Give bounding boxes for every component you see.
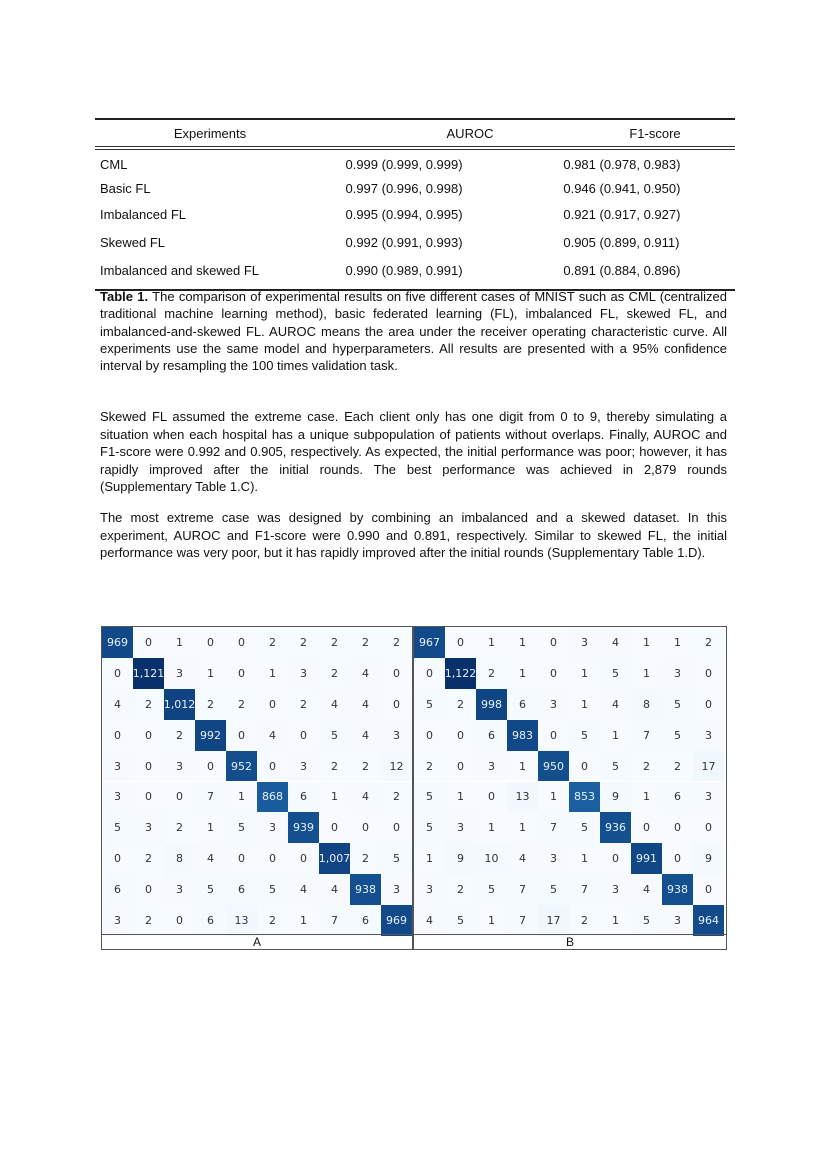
matrix-cell: 2 [381, 782, 412, 813]
matrix-cell: 1 [631, 658, 662, 689]
matrix-cell: 6 [662, 782, 693, 813]
matrix-cell: 6 [226, 874, 257, 905]
matrix-cell: 4 [319, 874, 350, 905]
matrix-cell: 5 [226, 812, 257, 843]
results-table [95, 118, 735, 291]
matrix-cell: 3 [445, 812, 476, 843]
matrix-cell: 1 [631, 782, 662, 813]
matrix-cell: 9 [600, 782, 631, 813]
experiment-name: Skewed FL [100, 235, 166, 250]
matrix-cell: 950 [538, 751, 569, 782]
matrix-cell: 0 [257, 843, 288, 874]
matrix-cell: 5 [102, 812, 133, 843]
matrix-cell: 4 [414, 905, 445, 936]
matrix-cell: 1 [600, 720, 631, 751]
matrix-cell: 2 [569, 905, 600, 936]
confusion-matrix-a [101, 626, 413, 950]
matrix-cell: 7 [319, 905, 350, 936]
matrix-cell: 17 [538, 905, 569, 936]
matrix-cell: 2 [350, 751, 381, 782]
caption-text: The comparison of experimental results on five different cases of MNIST such as CML (centralized traditional machine learning method), basic federated learning (FL), imbalanced FL, skewed FL, and imbalanced-and-skewed FL. AUROC means the area under the receiver operating characteristic curve. All experiments use the same model and hyperparameters. All results are presented with a 95% confidence interval by resampling the 100 times validation task. [100, 289, 727, 374]
matrix-cell: 5 [445, 905, 476, 936]
matrix-cell: 0 [538, 720, 569, 751]
matrix-cell: 2 [693, 627, 724, 658]
matrix-cell: 5 [257, 874, 288, 905]
matrix-cell: 967 [414, 627, 445, 658]
matrix-cell: 1 [569, 843, 600, 874]
matrix-cell: 0 [693, 874, 724, 905]
matrix-cell: 0 [288, 843, 319, 874]
matrix-cell: 5 [569, 720, 600, 751]
matrix-cell: 5 [476, 874, 507, 905]
matrix-cell: 8 [164, 843, 195, 874]
matrix-cell: 1,122 [445, 658, 476, 689]
matrix-cell: 938 [350, 874, 381, 905]
matrix-cell: 2 [350, 627, 381, 658]
matrix-cell: 1 [195, 812, 226, 843]
matrix-cell: 0 [662, 843, 693, 874]
matrix-cell: 983 [507, 720, 538, 751]
matrix-cell: 6 [476, 720, 507, 751]
matrix-cell: 1,007 [319, 843, 350, 874]
matrix-cell: 1 [569, 658, 600, 689]
f1-value: 0.905 (0.899, 0.911) [563, 235, 680, 250]
table-row [95, 176, 735, 200]
matrix-cell: 0 [693, 812, 724, 843]
matrix-cell: 0 [164, 905, 195, 936]
header-auroc: AUROC [446, 125, 494, 141]
matrix-cell: 0 [600, 843, 631, 874]
matrix-cell: 3 [600, 874, 631, 905]
matrix-cell: 2 [319, 658, 350, 689]
matrix-cell: 0 [164, 782, 195, 813]
matrix-cell: 0 [257, 689, 288, 720]
matrix-cell: 936 [600, 812, 631, 843]
matrix-cell: 2 [164, 720, 195, 751]
matrix-cell: 5 [414, 689, 445, 720]
matrix-cell: 0 [133, 720, 164, 751]
matrix-cell: 1 [445, 782, 476, 813]
matrix-cell: 4 [288, 874, 319, 905]
matrix-cell: 3 [102, 782, 133, 813]
matrix-cell: 17 [693, 751, 724, 782]
matrix-cell: 868 [257, 782, 288, 813]
matrix-cell: 3 [257, 812, 288, 843]
matrix-cell: 9 [445, 843, 476, 874]
matrix-cell: 5 [569, 812, 600, 843]
experiment-name: Imbalanced FL [100, 207, 186, 222]
matrix-cell: 4 [631, 874, 662, 905]
matrix-cell: 4 [350, 720, 381, 751]
matrix-cell: 3 [288, 658, 319, 689]
matrix-cell: 4 [195, 843, 226, 874]
table-row [95, 200, 735, 229]
matrix-cell: 2 [319, 627, 350, 658]
matrix-cell: 3 [538, 843, 569, 874]
table-row [95, 256, 735, 285]
matrix-label: B [414, 934, 726, 949]
paragraph-imbalanced-skewed: The most extreme case was designed by combining an imbalanced and a skewed dataset. In this experiment, AUROC and F1-score were 0.990 and 0.891, respectively. Similar to skewed FL, the initial performance was very poor, but it has rapidly improved after the initial rounds (Supplementary Table 1.D). [100, 510, 727, 560]
matrix-cell: 4 [319, 689, 350, 720]
auroc-value: 0.997 (0.996, 0.998) [345, 180, 463, 196]
matrix-cell: 1 [662, 627, 693, 658]
table-header [95, 120, 735, 146]
matrix-cell: 1 [226, 782, 257, 813]
matrix-cell: 2 [133, 905, 164, 936]
matrix-cell: 1 [507, 658, 538, 689]
f1-value: 0.921 (0.917, 0.927) [563, 207, 681, 222]
experiment-name: CML [100, 156, 128, 172]
f1-value: 0.946 (0.941, 0.950) [563, 180, 681, 196]
matrix-cell: 8 [631, 689, 662, 720]
matrix-cell: 0 [257, 751, 288, 782]
matrix-cell: 0 [226, 843, 257, 874]
matrix-cell: 0 [476, 782, 507, 813]
matrix-cell: 6 [195, 905, 226, 936]
matrix-cell: 5 [600, 658, 631, 689]
confusion-matrix-b [413, 626, 727, 950]
f1-value: 0.891 (0.884, 0.896) [563, 263, 681, 278]
matrix-cell: 2 [350, 843, 381, 874]
matrix-cell: 991 [631, 843, 662, 874]
matrix-label: A [102, 934, 412, 949]
matrix-cell: 2 [226, 689, 257, 720]
matrix-cell: 1 [476, 905, 507, 936]
matrix-cell: 5 [414, 782, 445, 813]
matrix-cell: 0 [226, 658, 257, 689]
matrix-cell: 969 [381, 905, 412, 936]
matrix-cell: 0 [195, 627, 226, 658]
matrix-cell: 7 [569, 874, 600, 905]
matrix-cell: 7 [507, 905, 538, 936]
matrix-cell: 7 [538, 812, 569, 843]
matrix-cell: 938 [662, 874, 693, 905]
matrix-cell: 1 [507, 627, 538, 658]
matrix-cell: 2 [476, 658, 507, 689]
matrix-cell: 9 [693, 843, 724, 874]
matrix-cell: 2 [257, 905, 288, 936]
experiment-name: Basic FL [100, 180, 151, 196]
matrix-cell: 3 [133, 812, 164, 843]
matrix-cell: 0 [662, 812, 693, 843]
matrix-cell: 4 [507, 843, 538, 874]
matrix-grid [102, 627, 412, 936]
matrix-cell: 0 [381, 658, 412, 689]
matrix-cell: 7 [195, 782, 226, 813]
matrix-cell: 1 [569, 689, 600, 720]
matrix-cell: 0 [538, 658, 569, 689]
matrix-cell: 5 [414, 812, 445, 843]
matrix-cell: 3 [476, 751, 507, 782]
matrix-cell: 10 [476, 843, 507, 874]
matrix-cell: 1 [631, 627, 662, 658]
matrix-cell: 2 [445, 689, 476, 720]
caption-label: Table 1. [100, 289, 149, 304]
matrix-cell: 13 [226, 905, 257, 936]
matrix-cell: 0 [569, 751, 600, 782]
matrix-cell: 0 [226, 627, 257, 658]
matrix-cell: 6 [288, 782, 319, 813]
matrix-cell: 1 [319, 782, 350, 813]
matrix-cell: 0 [693, 658, 724, 689]
matrix-cell: 969 [102, 627, 133, 658]
matrix-cell: 1 [195, 658, 226, 689]
matrix-cell: 5 [195, 874, 226, 905]
matrix-cell: 3 [381, 720, 412, 751]
matrix-cell: 4 [350, 782, 381, 813]
matrix-cell: 2 [164, 812, 195, 843]
matrix-cell: 1 [600, 905, 631, 936]
matrix-cell: 2 [445, 874, 476, 905]
matrix-cell: 0 [350, 812, 381, 843]
matrix-cell: 12 [381, 751, 412, 782]
matrix-cell: 5 [381, 843, 412, 874]
matrix-cell: 0 [133, 627, 164, 658]
f1-value: 0.981 (0.978, 0.983) [563, 156, 681, 172]
matrix-cell: 952 [226, 751, 257, 782]
matrix-cell: 0 [414, 658, 445, 689]
matrix-cell: 3 [693, 782, 724, 813]
matrix-cell: 3 [538, 689, 569, 720]
matrix-cell: 1 [476, 627, 507, 658]
matrix-cell: 0 [102, 843, 133, 874]
matrix-cell: 1 [476, 812, 507, 843]
matrix-cell: 0 [445, 627, 476, 658]
experiment-name: Imbalanced and skewed FL [100, 263, 259, 278]
matrix-cell: 3 [569, 627, 600, 658]
matrix-cell: 2 [662, 751, 693, 782]
matrix-cell: 3 [662, 905, 693, 936]
matrix-cell: 2 [257, 627, 288, 658]
matrix-cell: 0 [538, 627, 569, 658]
matrix-cell: 6 [350, 905, 381, 936]
matrix-cell: 1,121 [133, 658, 164, 689]
matrix-cell: 4 [102, 689, 133, 720]
matrix-cell: 0 [693, 689, 724, 720]
matrix-cell: 853 [569, 782, 600, 813]
matrix-cell: 0 [319, 812, 350, 843]
matrix-cell: 1 [164, 627, 195, 658]
matrix-cell: 0 [133, 782, 164, 813]
matrix-cell: 4 [257, 720, 288, 751]
matrix-cell: 1 [507, 812, 538, 843]
matrix-cell: 0 [195, 751, 226, 782]
matrix-cell: 5 [662, 689, 693, 720]
matrix-cell: 4 [600, 627, 631, 658]
matrix-cell: 2 [414, 751, 445, 782]
auroc-value: 0.995 (0.994, 0.995) [345, 207, 463, 222]
matrix-cell: 5 [600, 751, 631, 782]
matrix-cell: 998 [476, 689, 507, 720]
matrix-cell: 4 [350, 658, 381, 689]
matrix-cell: 2 [195, 689, 226, 720]
matrix-cell: 0 [381, 812, 412, 843]
matrix-cell: 5 [319, 720, 350, 751]
matrix-cell: 2 [631, 751, 662, 782]
paragraph-skewed-fl: Skewed FL assumed the extreme case. Each client only has one digit from 0 to 9, thereby simulating a situation when each hospital has a unique subpopulation of patients without overlaps. Finally, AUROC and F1-score were 0.992 and 0.905, respectively. As expected, the initial performance was poor; however, it has rapidly improved after the initial rounds. The best performance was achieved in 2,879 rounds (Supplementary Table 1.C). [100, 409, 727, 494]
matrix-cell: 1 [288, 905, 319, 936]
matrix-cell: 0 [288, 720, 319, 751]
matrix-cell: 3 [414, 874, 445, 905]
matrix-cell: 0 [381, 689, 412, 720]
matrix-cell: 5 [538, 874, 569, 905]
matrix-grid [414, 627, 724, 936]
matrix-cell: 4 [350, 689, 381, 720]
matrix-cell: 3 [662, 658, 693, 689]
matrix-cell: 5 [631, 905, 662, 936]
matrix-cell: 0 [445, 720, 476, 751]
matrix-cell: 0 [133, 874, 164, 905]
matrix-cell: 3 [164, 658, 195, 689]
table-row [95, 229, 735, 256]
auroc-value: 0.990 (0.989, 0.991) [345, 263, 463, 278]
matrix-cell: 2 [133, 843, 164, 874]
matrix-cell: 0 [102, 658, 133, 689]
table-caption [100, 288, 727, 374]
matrix-cell: 939 [288, 812, 319, 843]
matrix-cell: 13 [507, 782, 538, 813]
matrix-cell: 2 [288, 627, 319, 658]
matrix-cell: 3 [102, 751, 133, 782]
matrix-cell: 0 [414, 720, 445, 751]
matrix-cell: 1 [507, 751, 538, 782]
matrix-cell: 3 [381, 874, 412, 905]
matrix-cell: 6 [507, 689, 538, 720]
table-body [95, 150, 735, 289]
matrix-cell: 3 [102, 905, 133, 936]
matrix-cell: 7 [507, 874, 538, 905]
matrix-cell: 4 [600, 689, 631, 720]
matrix-cell: 5 [662, 720, 693, 751]
matrix-cell: 7 [631, 720, 662, 751]
matrix-cell: 3 [164, 874, 195, 905]
table-row [95, 152, 735, 176]
matrix-cell: 0 [133, 751, 164, 782]
matrix-cell: 3 [164, 751, 195, 782]
matrix-cell: 0 [226, 720, 257, 751]
auroc-value: 0.999 (0.999, 0.999) [345, 156, 463, 172]
matrix-cell: 2 [319, 751, 350, 782]
matrix-cell: 992 [195, 720, 226, 751]
matrix-cell: 0 [102, 720, 133, 751]
header-f1: F1-score [629, 125, 681, 141]
header-experiments: Experiments [173, 125, 247, 141]
matrix-cell: 2 [288, 689, 319, 720]
matrix-cell: 3 [693, 720, 724, 751]
matrix-cell: 2 [381, 627, 412, 658]
matrix-cell: 1,012 [164, 689, 195, 720]
auroc-value: 0.992 (0.991, 0.993) [345, 235, 463, 250]
matrix-cell: 0 [631, 812, 662, 843]
matrix-cell: 1 [257, 658, 288, 689]
matrix-cell: 2 [133, 689, 164, 720]
matrix-cell: 6 [102, 874, 133, 905]
matrix-cell: 964 [693, 905, 724, 936]
matrix-cell: 0 [445, 751, 476, 782]
matrix-cell: 1 [538, 782, 569, 813]
matrix-cell: 3 [288, 751, 319, 782]
matrix-cell: 1 [414, 843, 445, 874]
